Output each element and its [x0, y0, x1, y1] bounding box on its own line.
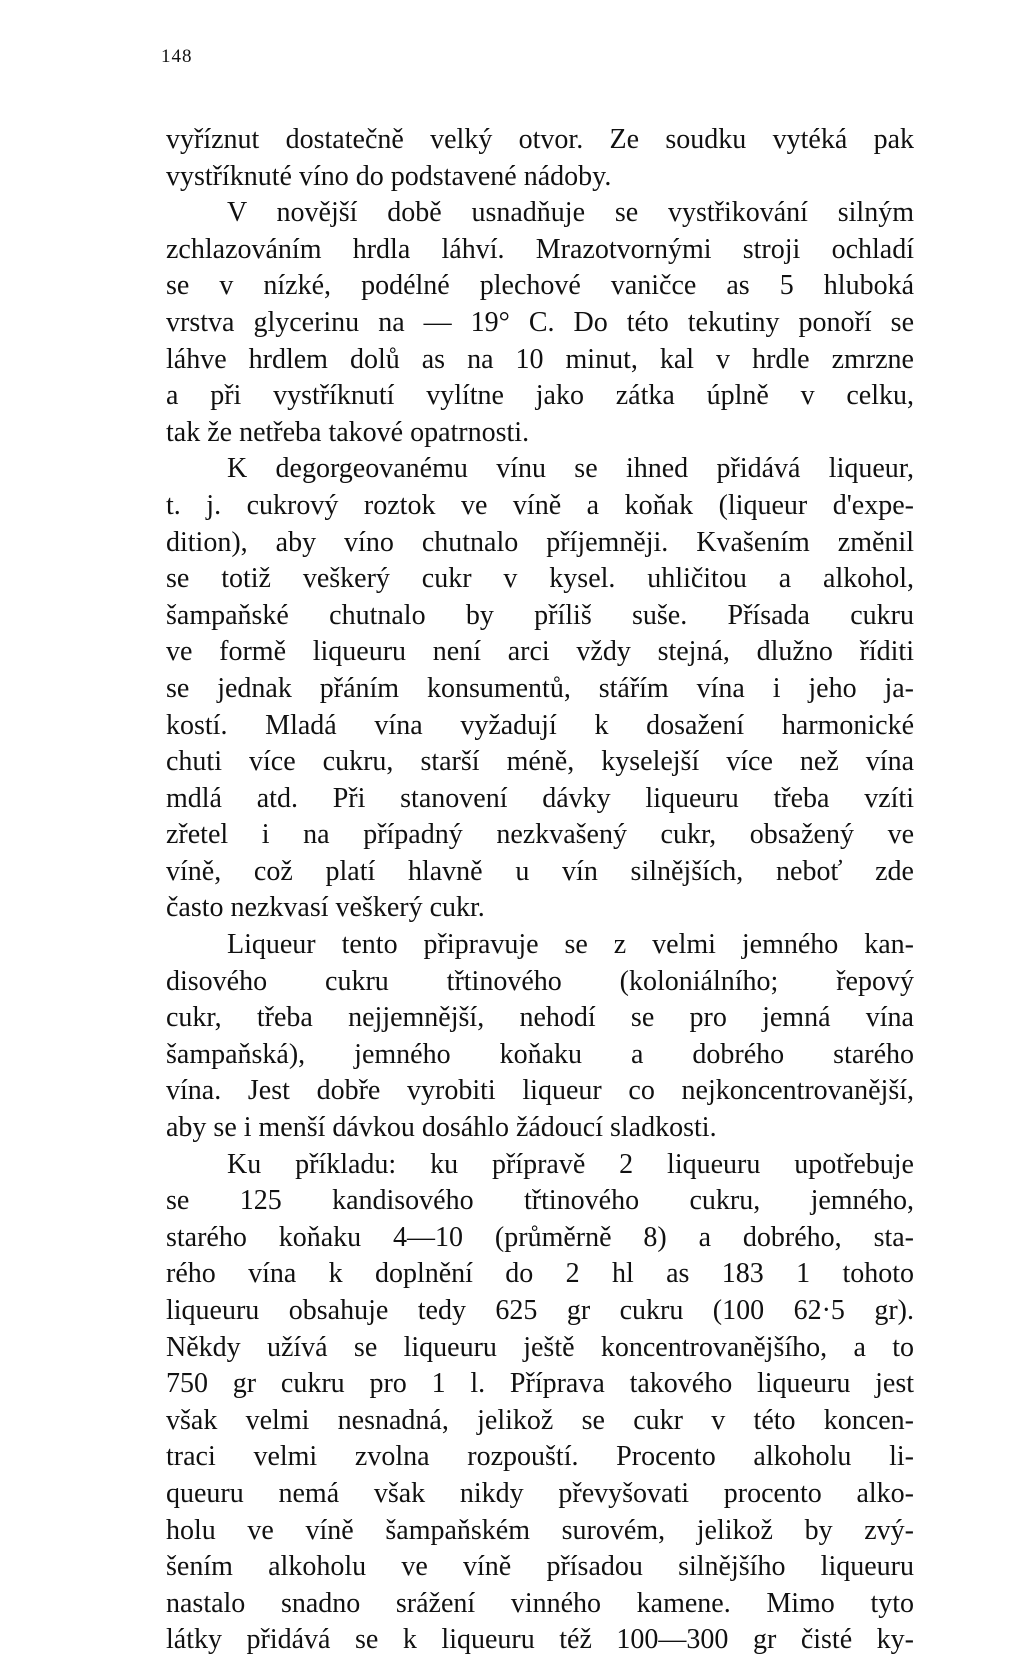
- text-line: šampaňská), jemného koňaku a dobrého starého: [166, 1038, 914, 1070]
- text-line: se 125 kandisového třtinového cukru, jemného,: [166, 1185, 914, 1217]
- text-line: se jednak přáním konsumentů, stářím vína i jeho ja-: [166, 672, 914, 704]
- text-line: V novější době usnadňuje se vystřikování silným: [227, 197, 914, 229]
- text-line: traci velmi zvolna rozpouští. Procento alkoholu li-: [166, 1441, 914, 1473]
- text-line: zřetel i na případný nezkvašený cukr, obsažený ve: [166, 819, 914, 851]
- text-line: t. j. cukrový roztok ve víně a koňak (liqueur d'expe-: [166, 489, 914, 521]
- text-line: ve formě liqueuru není arci vždy stejná, dlužno říditi: [166, 636, 914, 668]
- text-line: vyříznut dostatečně velký otvor. Ze soudku vytéká pak: [166, 124, 914, 155]
- text-line: Ku příkladu: ku přípravě 2 liqueuru upotřebuje: [227, 1148, 914, 1180]
- text-line: a při vystříknutí vylítne jako zátka úplně v celku,: [166, 380, 914, 412]
- text-line: šampaňské chutnalo by příliš suše. Přísada cukru: [166, 599, 914, 631]
- text-line: vystříknuté víno do podstavené nádoby.: [166, 160, 612, 192]
- page-number: 148: [161, 46, 193, 67]
- text-line: se v nízké, podélné plechové vaničce as 5 hluboká: [166, 270, 914, 302]
- text-line: cukr, třeba nejjemnější, nehodí se pro jemná vína: [166, 1002, 914, 1034]
- text-line: holu ve víně šampaňském surovém, jelikož by zvý-: [166, 1514, 914, 1546]
- text-line: však velmi nesnadná, jelikož se cukr v této koncen-: [166, 1404, 914, 1436]
- text-line: tak že netřeba takové opatrnosti.: [166, 416, 530, 448]
- text-line: víně, což platí hlavně u vín silnějších, neboť zde: [166, 855, 914, 887]
- text-line: rého vína k doplnění do 2 hl as 183 1 tohoto: [166, 1258, 914, 1290]
- text-line: láhve hrdlem dolů as na 10 minut, kal v hrdle zmrzne: [166, 343, 914, 375]
- text-line: často nezkvasí veškerý cukr.: [166, 892, 485, 924]
- text-line: queuru nemá však nikdy převyšovati procento alko-: [166, 1477, 914, 1509]
- text-line: vrstva glycerinu na — 19° C. Do této tekutiny ponoří se: [166, 306, 914, 338]
- text-line: dition), aby víno chutnalo příjemněji. Kvašením změnil: [166, 526, 914, 558]
- text-line: K degorgeovanému vínu se ihned přidává liqueur,: [227, 453, 914, 485]
- text-line: vína. Jest dobře vyrobiti liqueur co nejkoncentrovanější,: [166, 1075, 914, 1107]
- text-line: látky přidává se k liqueuru též 100—300 gr čisté ky-: [166, 1624, 914, 1656]
- text-line: mdlá atd. Při stanovení dávky liqueuru třeba vzíti: [166, 782, 914, 814]
- text-line: zchlazováním hrdla láhví. Mrazotvornými stroji ochladí: [166, 233, 914, 265]
- text-line: šením alkoholu ve víně přísadou silnějšího liqueuru: [166, 1551, 914, 1583]
- text-line: Někdy užívá se liqueuru ještě koncentrovanějšího, a to: [166, 1331, 914, 1363]
- text-line: Liqueur tento připravuje se z velmi jemného kan-: [227, 929, 914, 961]
- body-text: [166, 122, 914, 1659]
- text-line: nastalo snadno srážení vinného kamene. Mimo tyto: [166, 1587, 914, 1619]
- text-line: kostí. Mladá vína vyžadují k dosažení harmonické: [166, 709, 914, 741]
- text-line: disového cukru třtinového (koloniálního; řepový: [166, 965, 914, 997]
- text-line: se totiž veškerý cukr v kysel. uhličitou a alkohol,: [166, 563, 914, 595]
- text-line: aby se i menší dávkou dosáhlo žádoucí sladkosti.: [166, 1112, 717, 1144]
- text-line: liqueuru obsahuje tedy 625 gr cukru (100 62·5 gr).: [166, 1295, 914, 1326]
- text-line: 750 gr cukru pro 1 l. Příprava takového liqueuru jest: [166, 1368, 914, 1400]
- text-line: starého koňaku 4—10 (průměrně 8) a dobrého, sta-: [166, 1221, 914, 1253]
- text-line: chuti více cukru, starší méně, kyselejší více než vína: [166, 746, 914, 778]
